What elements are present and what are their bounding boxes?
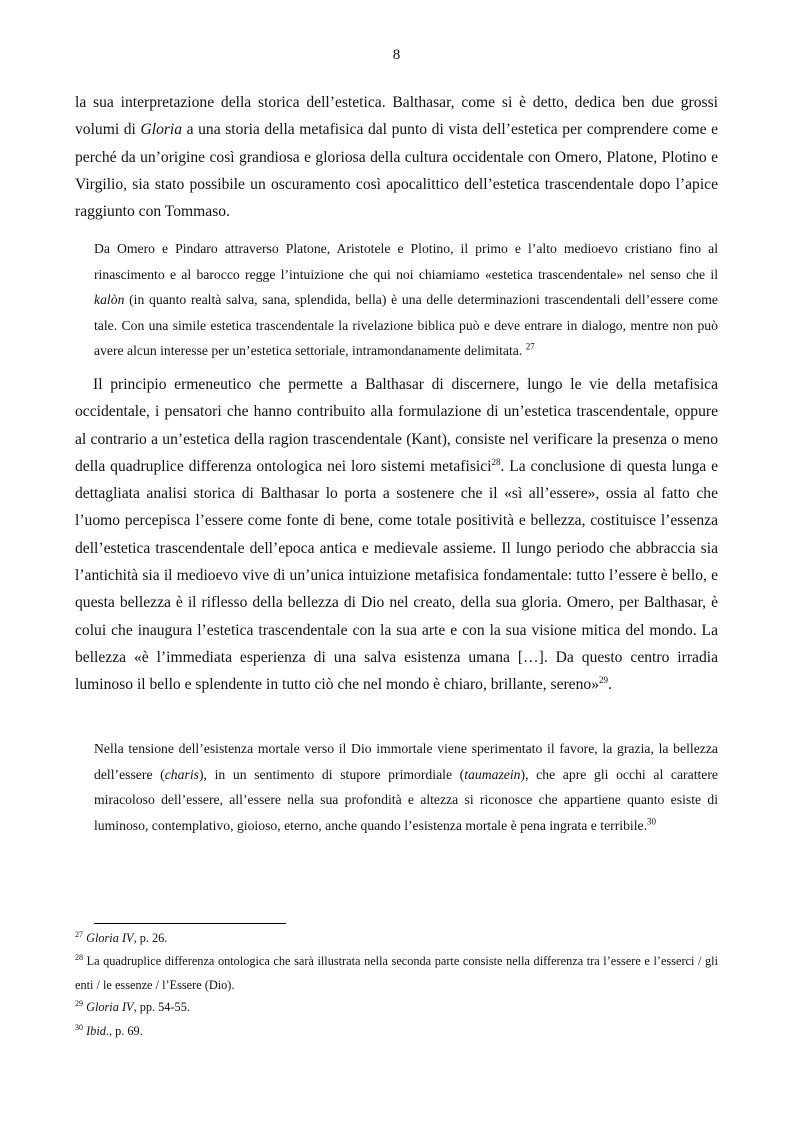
page-number: 8 [392, 47, 401, 63]
footnote-ref-30: 30 [647, 816, 657, 827]
footnote-ref-28: 28 [491, 456, 501, 467]
body-paragraph-2: Il principio ermeneutico che permette a Balthasar di discernere, lungo le vie della metafisica occidentale, i pensatori che hanno contribuito alla formulazione di un’estetica trascendentale, oppure al contrario a un’estetica della ragion trascendentale (Kant), consiste nel verificare la presenza o meno della quadruplice differenza ontologica nei loro sistemi metafisici$^{28}$. La conclusione di questa lunga e dettagliata analisi storica di Balthasar lo porta a sostenere che il «sì all’essere», ossia al fatto che l’uomo percepisca l’essere come fonte di bene, come totale positività e bellezza, costituisce l’essenza dell’estetica trascendentale dell’epoca antica e medievale assieme. Il lungo periodo che abbraccia sia l’antichità sia il medioevo vive di un’unica intuizione metafisica fondamentale: tutto l’essere è bello, e questa bellezza è il riflesso della bellezza di Dio nel creato, della sua gloria. Omero, per Balthasar, è colui che inaugura l’estetica trascendentale con la sua arte e con la sua visione mitica del mondo. La bellezza «è l’immediata esperienza di una salva esistenza umana […]. Da questo centro irradia luminoso il bello e splendente in tutto ciò che nel mondo è chiaro, brillante, sereno»$^{29}$. [75, 376, 718, 694]
footnote-separator [94, 923, 286, 924]
block-quote-1: Da Omero e Pindaro attraverso Platone, Aristotele e Plotino, il primo e l’alto medioevo cristiano fino al rinascimento e al barocco regge l’intuizione che qui noi chiamiamo «estetica trascendentale» nel senso che il kalòn (in quanto realtà salva, sana, splendida, bella) è una delle determinazioni trascendentali dell’essere come tale. Con una simile estetica trascendentale la rivelazione biblica può e deve entrare in dialogo, mentre non può avere alcun interesse per un’estetica settoriale, intramondanamente delimitata. $^{27}$ [94, 241, 718, 359]
footnote-ref-29: 29 [599, 675, 608, 686]
footnote-ref-27: 27 [525, 341, 535, 352]
block-quote-2: Nella tensione dell’esistenza mortale verso il Dio immortale viene sperimentato il favore, la grazia, la bellezza dell’essere (charis), in un sentimento di stupore primordiale (taumazein), che apre gli occhi al carattere miracoloso dell’essere, all’essere nella sua profondità e altezza si riconosce che appartiene quanto esiste di luminoso, contemplativo, gioioso, eterno, anche quando l’esistenza mortale è pena ingrata e terribile.$^{30}$ [94, 741, 719, 833]
footnote-30: $^{30}$ Ibid., p. 69. [75, 1022, 143, 1038]
footnote-28: $^{28}$ La quadruplice differenza ontologica che sarà illustrata nella seconda parte consiste nella differenza tra l’essere e l’esserci / gli enti / le essenze / l’Essere (Dio). [75, 952, 718, 992]
footnote-27: $^{27}$ Gloria IV, p. 26. [75, 929, 168, 945]
body-paragraph-1: la sua interpretazione della storica dell’estetica. Balthasar, come si è detto, dedica ben due grossi volumi di Gloria a una storia della metafisica dal punto di vista dell’estetica per comprendere come e perché da un’origine così grandiosa e gloriosa della cultura occidentale con Omero, Platone, Plotino e Virgilio, sia stato possibile un oscuramento così apocalittico dell’estetica trascendentale dopo l’apice raggiunto con Tommaso. [75, 94, 718, 221]
footnote-29: $^{29}$ Gloria IV, pp. 54-55. [75, 998, 190, 1014]
